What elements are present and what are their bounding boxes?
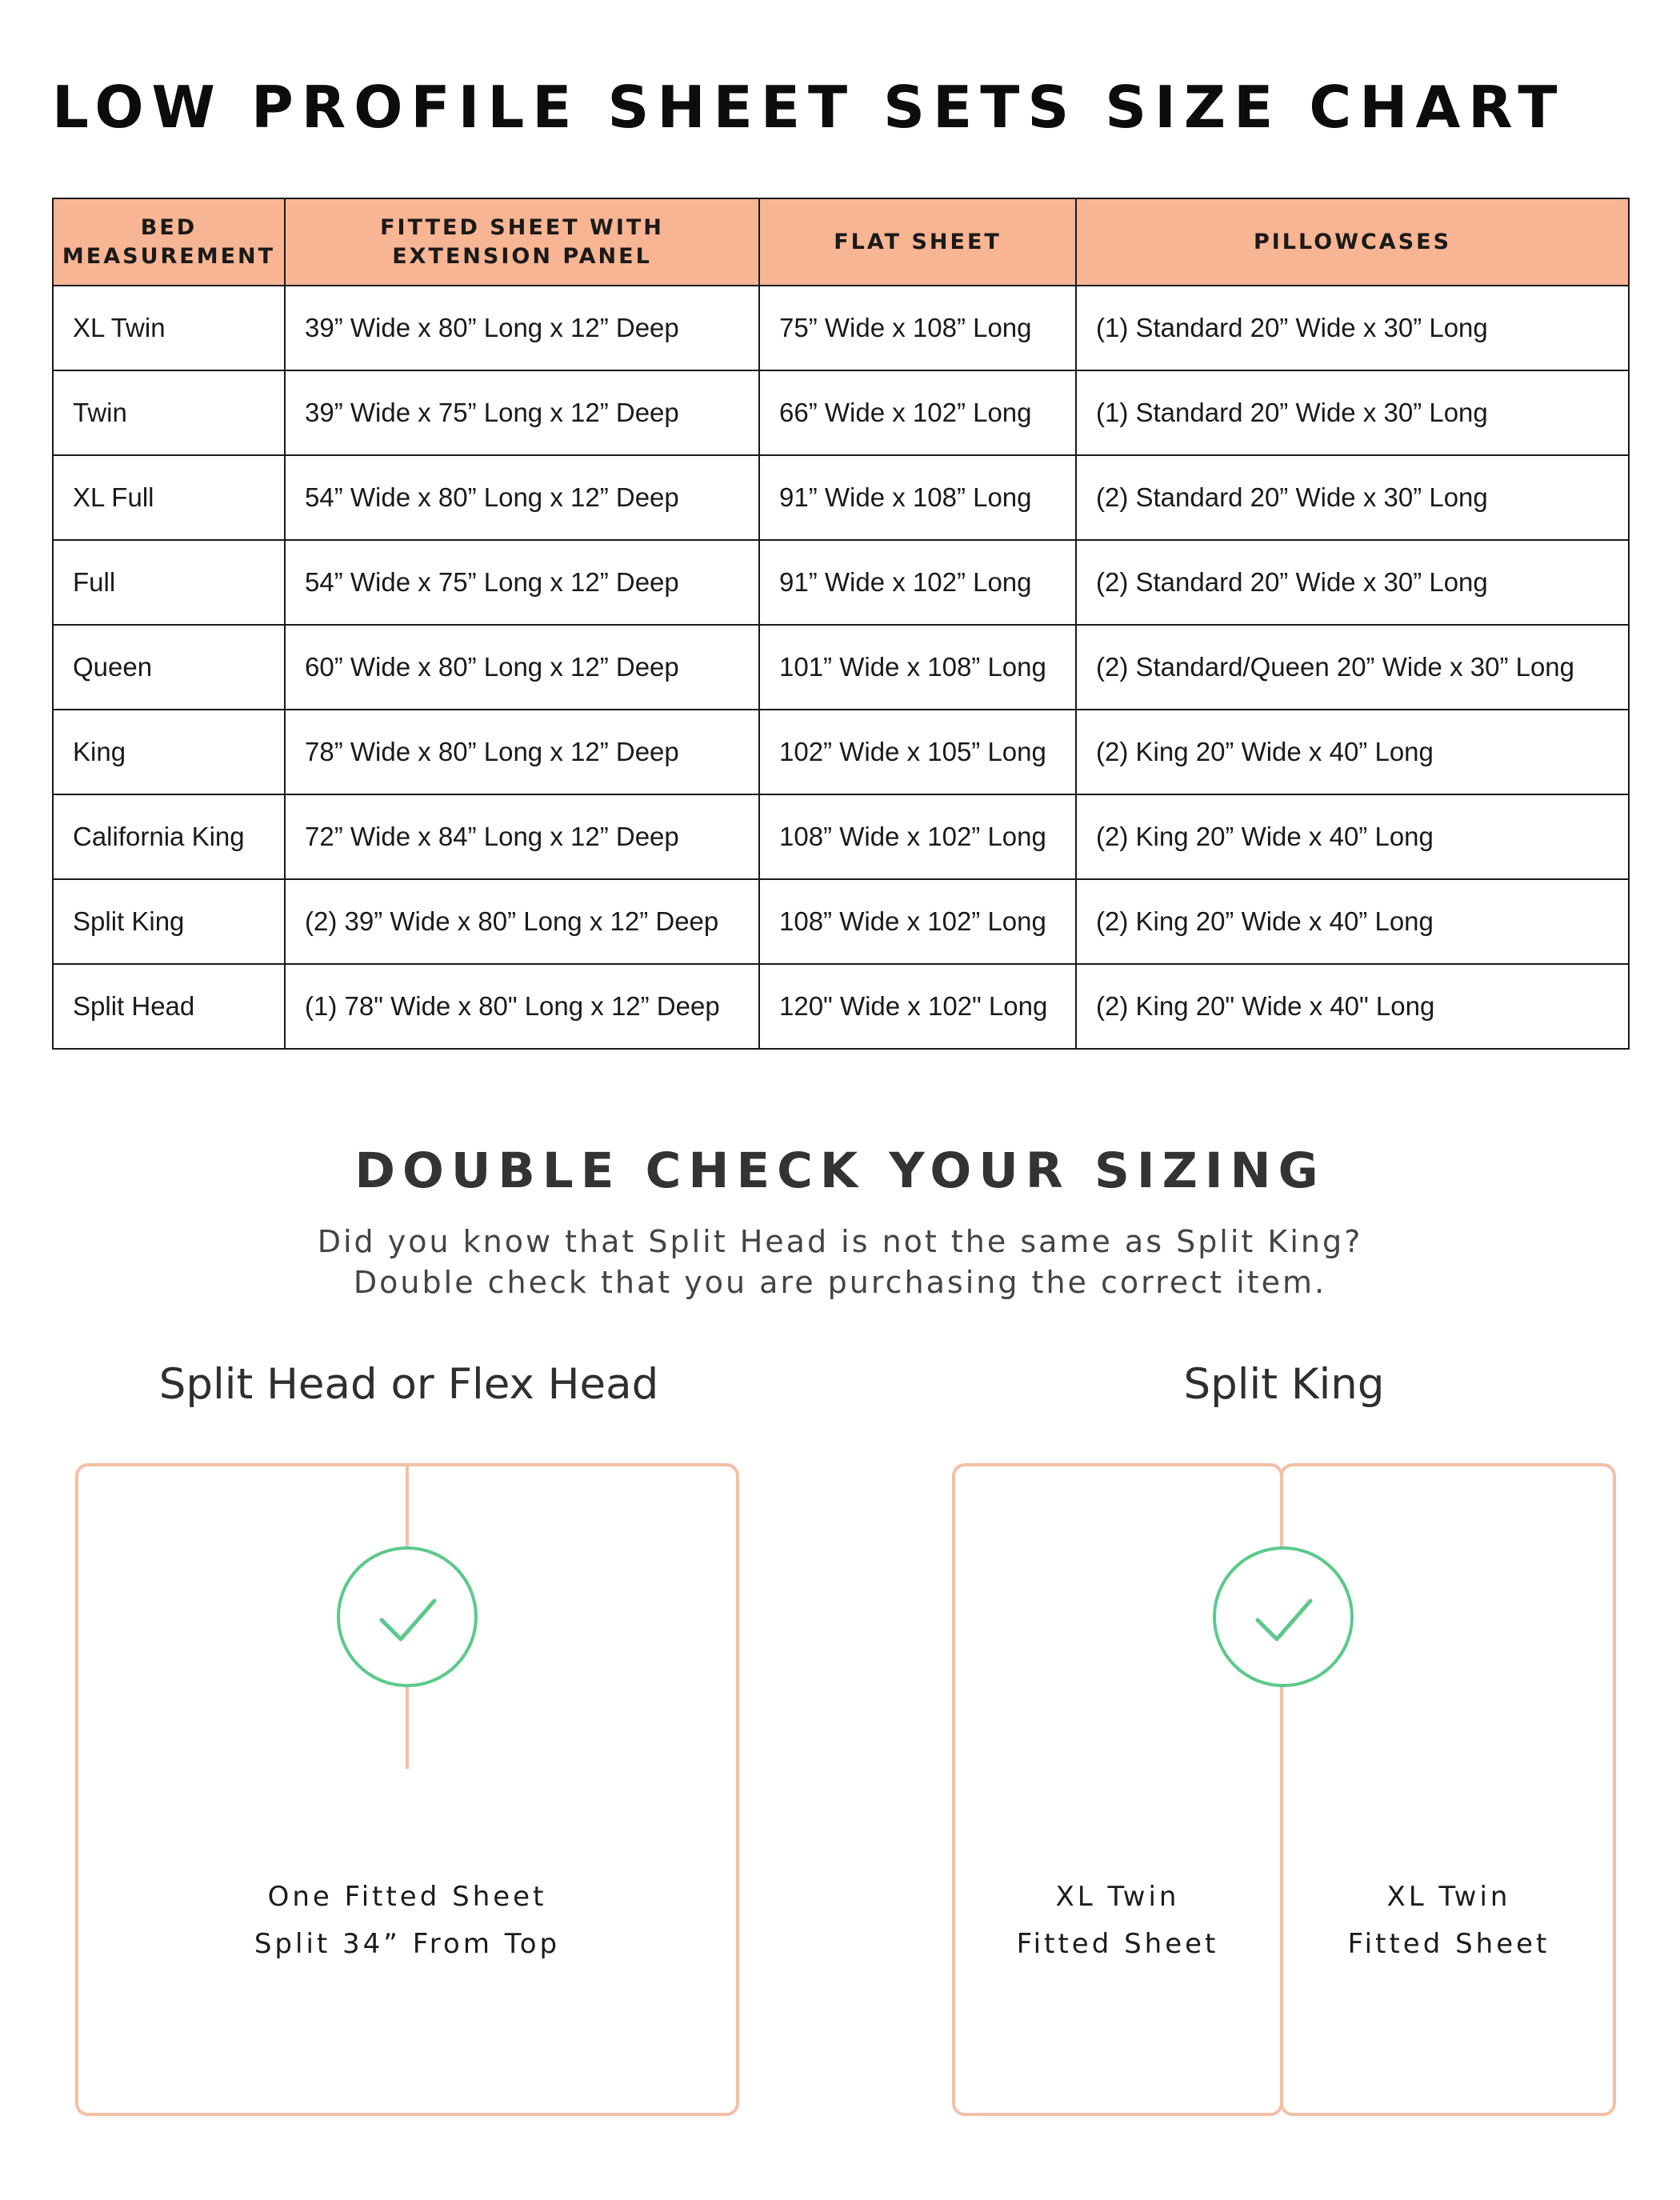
cell-bed: Queen [53, 625, 285, 710]
cell-flat: 101” Wide x 108” Long [759, 625, 1076, 710]
cell-fitted: 78” Wide x 80” Long x 12” Deep [285, 710, 759, 794]
cell-bed: King [53, 710, 285, 794]
cell-flat: 108” Wide x 102” Long [759, 879, 1076, 964]
header-bed-measurement: BED MEASUREMENT [53, 198, 285, 286]
cell-bed: Full [53, 540, 285, 625]
cell-pillowcases: (2) Standard/Queen 20” Wide x 30” Long [1076, 625, 1629, 710]
checkmark-icon [1216, 1550, 1350, 1684]
cell-bed: XL Twin [53, 286, 285, 370]
split-king-title: Split King [1183, 1360, 1385, 1409]
split-head-label-line-2: Split 34” From Top [254, 1928, 561, 1960]
split-king-left-label [952, 1874, 1283, 1968]
cell-bed: Split King [53, 879, 285, 964]
checkmark-circle-icon [337, 1546, 478, 1687]
cell-flat: 75” Wide x 108” Long [759, 286, 1076, 370]
cell-pillowcases: (1) Standard 20” Wide x 30” Long [1076, 370, 1629, 455]
page-title: LOW PROFILE SHEET SETS SIZE CHART [52, 74, 1566, 141]
cell-flat: 108” Wide x 102” Long [759, 794, 1076, 879]
cell-fitted: (2) 39” Wide x 80” Long x 12” Deep [285, 879, 759, 964]
header-flat-sheet: FLAT SHEET [759, 198, 1076, 286]
checkmark-icon [340, 1550, 474, 1684]
cell-flat: 66” Wide x 102” Long [759, 370, 1076, 455]
cell-fitted: 39” Wide x 75” Long x 12” Deep [285, 370, 759, 455]
cell-fitted: 54” Wide x 75” Long x 12” Deep [285, 540, 759, 625]
table-row [53, 879, 1629, 964]
split-king-left-label-line-1: XL Twin [1055, 1881, 1180, 1913]
section-heading: DOUBLE CHECK YOUR SIZING [354, 1142, 1326, 1199]
size-chart-table [52, 198, 1630, 1050]
split-king-left-label-line-2: Fitted Sheet [1016, 1928, 1219, 1960]
cell-pillowcases: (2) King 20” Wide x 40” Long [1076, 879, 1629, 964]
split-king-right-label-line-2: Fitted Sheet [1347, 1928, 1550, 1960]
cell-bed: California King [53, 794, 285, 879]
table-row [53, 964, 1629, 1049]
split-king-right-label [1282, 1874, 1616, 1968]
cell-fitted: 54” Wide x 80” Long x 12” Deep [285, 455, 759, 540]
table-row [53, 710, 1629, 794]
cell-pillowcases: (1) Standard 20” Wide x 30” Long [1076, 286, 1629, 370]
cell-fitted: 39” Wide x 80” Long x 12” Deep [285, 286, 759, 370]
header-pillowcases: PILLOWCASES [1076, 198, 1629, 286]
cell-fitted: 60” Wide x 80” Long x 12” Deep [285, 625, 759, 710]
table-row [53, 625, 1629, 710]
split-head-label-line-1: One Fitted Sheet [267, 1881, 547, 1913]
cell-fitted: 72” Wide x 84” Long x 12” Deep [285, 794, 759, 879]
cell-flat: 102” Wide x 105” Long [759, 710, 1076, 794]
table-row [53, 540, 1629, 625]
table-row [53, 370, 1629, 455]
header-fitted-sheet: FITTED SHEET WITH EXTENSION PANEL [285, 198, 759, 286]
cell-bed: Split Head [53, 964, 285, 1049]
cell-pillowcases: (2) King 20” Wide x 40” Long [1076, 794, 1629, 879]
cell-pillowcases: (2) King 20" Wide x 40" Long [1076, 964, 1629, 1049]
cell-pillowcases: (2) Standard 20” Wide x 30” Long [1076, 455, 1629, 540]
subtitle-line-1: Did you know that Split Head is not the same as Split King? [317, 1224, 1363, 1259]
section-subtitle [0, 1222, 1680, 1303]
cell-bed: XL Full [53, 455, 285, 540]
cell-flat: 91” Wide x 102” Long [759, 540, 1076, 625]
cell-pillowcases: (2) Standard 20” Wide x 30” Long [1076, 540, 1629, 625]
table-row [53, 794, 1629, 879]
cell-bed: Twin [53, 370, 285, 455]
split-head-title: Split Head or Flex Head [158, 1360, 659, 1409]
table-header-row [53, 198, 1629, 286]
cell-flat: 91” Wide x 108” Long [759, 455, 1076, 540]
cell-pillowcases: (2) King 20” Wide x 40” Long [1076, 710, 1629, 794]
split-head-label [75, 1874, 739, 1968]
table-row [53, 286, 1629, 370]
table-row [53, 455, 1629, 540]
checkmark-circle-icon [1213, 1546, 1354, 1687]
split-king-right-label-line-1: XL Twin [1386, 1881, 1511, 1913]
subtitle-line-2: Double check that you are purchasing the correct item. [353, 1265, 1327, 1300]
cell-fitted: (1) 78" Wide x 80" Long x 12” Deep [285, 964, 759, 1049]
cell-flat: 120" Wide x 102" Long [759, 964, 1076, 1049]
